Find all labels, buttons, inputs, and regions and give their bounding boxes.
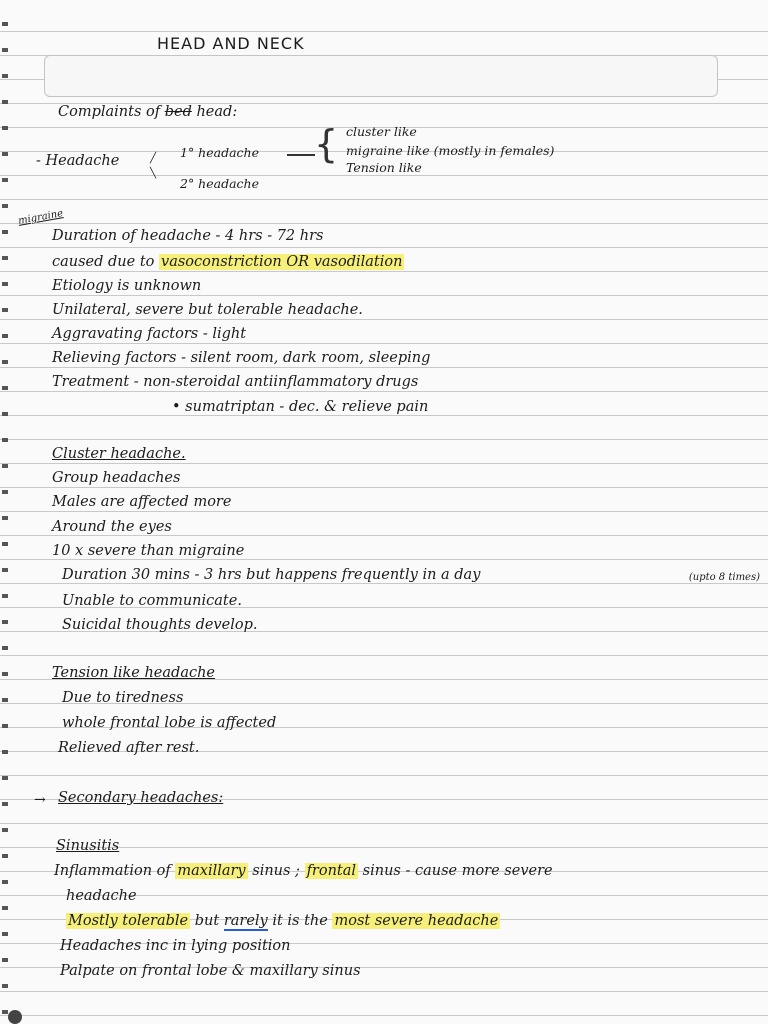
- sinusitis-heading: Sinusitis: [56, 838, 120, 854]
- migraine-treatment: Treatment - non-steroidal antiinflammatory drugs: [52, 374, 419, 390]
- migraine-cause-prefix: caused due to: [52, 254, 155, 270]
- cluster-duration: Duration 30 mins - 3 hrs but happens frequently in a day: [62, 567, 481, 583]
- cluster-heading: Cluster headache.: [52, 446, 186, 462]
- complaints-prefix: Complaints of: [58, 104, 161, 120]
- migraine-relieving: Relieving factors - silent room, dark room, sleeping: [52, 350, 431, 366]
- secondary-heading: Secondary headaches:: [58, 790, 224, 806]
- sinusitis-palpate: Palpate on frontal lobe & maxillary sinus: [60, 963, 361, 979]
- headache-root: - Headache: [36, 153, 120, 169]
- page-title: HEAD AND NECK: [157, 34, 305, 53]
- most-severe-highlight: most severe headache: [334, 913, 499, 929]
- tension-heading: Tension like headache: [52, 665, 216, 681]
- tree-connector: [287, 154, 315, 156]
- migraine-cause-line: [52, 254, 404, 270]
- frontal-highlight: frontal: [306, 863, 357, 879]
- tension-due: Due to tiredness: [62, 690, 184, 706]
- migraine-duration: Duration of headache - 4 hrs - 72 hrs: [52, 228, 324, 244]
- but-word: but: [194, 913, 220, 929]
- cluster-unable: Unable to communicate.: [62, 593, 242, 609]
- sinusitis-inflammation-line: [54, 863, 553, 879]
- inflammation-suffix: sinus - cause more severe: [362, 863, 553, 879]
- cluster-severe: 10 x severe than migraine: [52, 543, 245, 559]
- secondary-headache: 2° headache: [180, 176, 259, 191]
- inflammation-prefix: Inflammation of: [54, 863, 171, 879]
- cluster-group: Group headaches: [52, 470, 181, 486]
- migraine-unilateral: Unilateral, severe but tolerable headache.: [52, 302, 363, 318]
- title-box: [44, 55, 718, 97]
- rarely-underlined: rarely: [223, 913, 268, 929]
- arrow-icon: →: [34, 792, 46, 808]
- types-brace: {: [314, 122, 339, 166]
- branch-down: ╲: [150, 168, 157, 179]
- type-tension: Tension like: [346, 160, 422, 175]
- type-cluster: cluster like: [346, 124, 417, 139]
- sinusitis-lying: Headaches inc in lying position: [60, 938, 291, 954]
- cluster-males: Males are affected more: [52, 494, 232, 510]
- cluster-suicidal: Suicidal thoughts develop.: [62, 617, 258, 633]
- migraine-aggravating: Aggravating factors - light: [52, 326, 247, 342]
- page-corner-mark: [8, 1010, 22, 1024]
- tension-relieved: Relieved after rest.: [58, 740, 200, 756]
- cluster-eyes: Around the eyes: [52, 519, 172, 535]
- sinusitis-severity-line: [66, 913, 500, 929]
- branch-up: ╱: [150, 153, 157, 164]
- complaints-suffix: head:: [196, 104, 238, 120]
- complaints-struck: bed: [164, 104, 192, 120]
- cluster-upto: (upto 8 times): [688, 572, 760, 583]
- migraine-sumatriptan: • sumatriptan - dec. & relieve pain: [172, 399, 429, 415]
- sinusitis-headache-word: headache: [66, 888, 137, 904]
- sinus-word: sinus ;: [252, 863, 300, 879]
- primary-headache: 1° headache: [180, 145, 259, 160]
- migraine-margin-label: migraine: [17, 208, 65, 227]
- migraine-cause-highlight: vasoconstriction OR vasodilation: [161, 254, 403, 270]
- tension-frontal: whole frontal lobe is affected: [62, 715, 277, 731]
- migraine-etiology: Etiology is unknown: [52, 278, 202, 294]
- binding-holes: [2, 0, 8, 1024]
- complaints-line: [58, 104, 237, 120]
- maxillary-highlight: maxillary: [177, 863, 246, 879]
- mostly-tolerable-highlight: Mostly tolerable: [68, 913, 189, 929]
- it-is-word: it is the: [272, 913, 328, 929]
- type-migraine: migraine like (mostly in females): [346, 143, 555, 158]
